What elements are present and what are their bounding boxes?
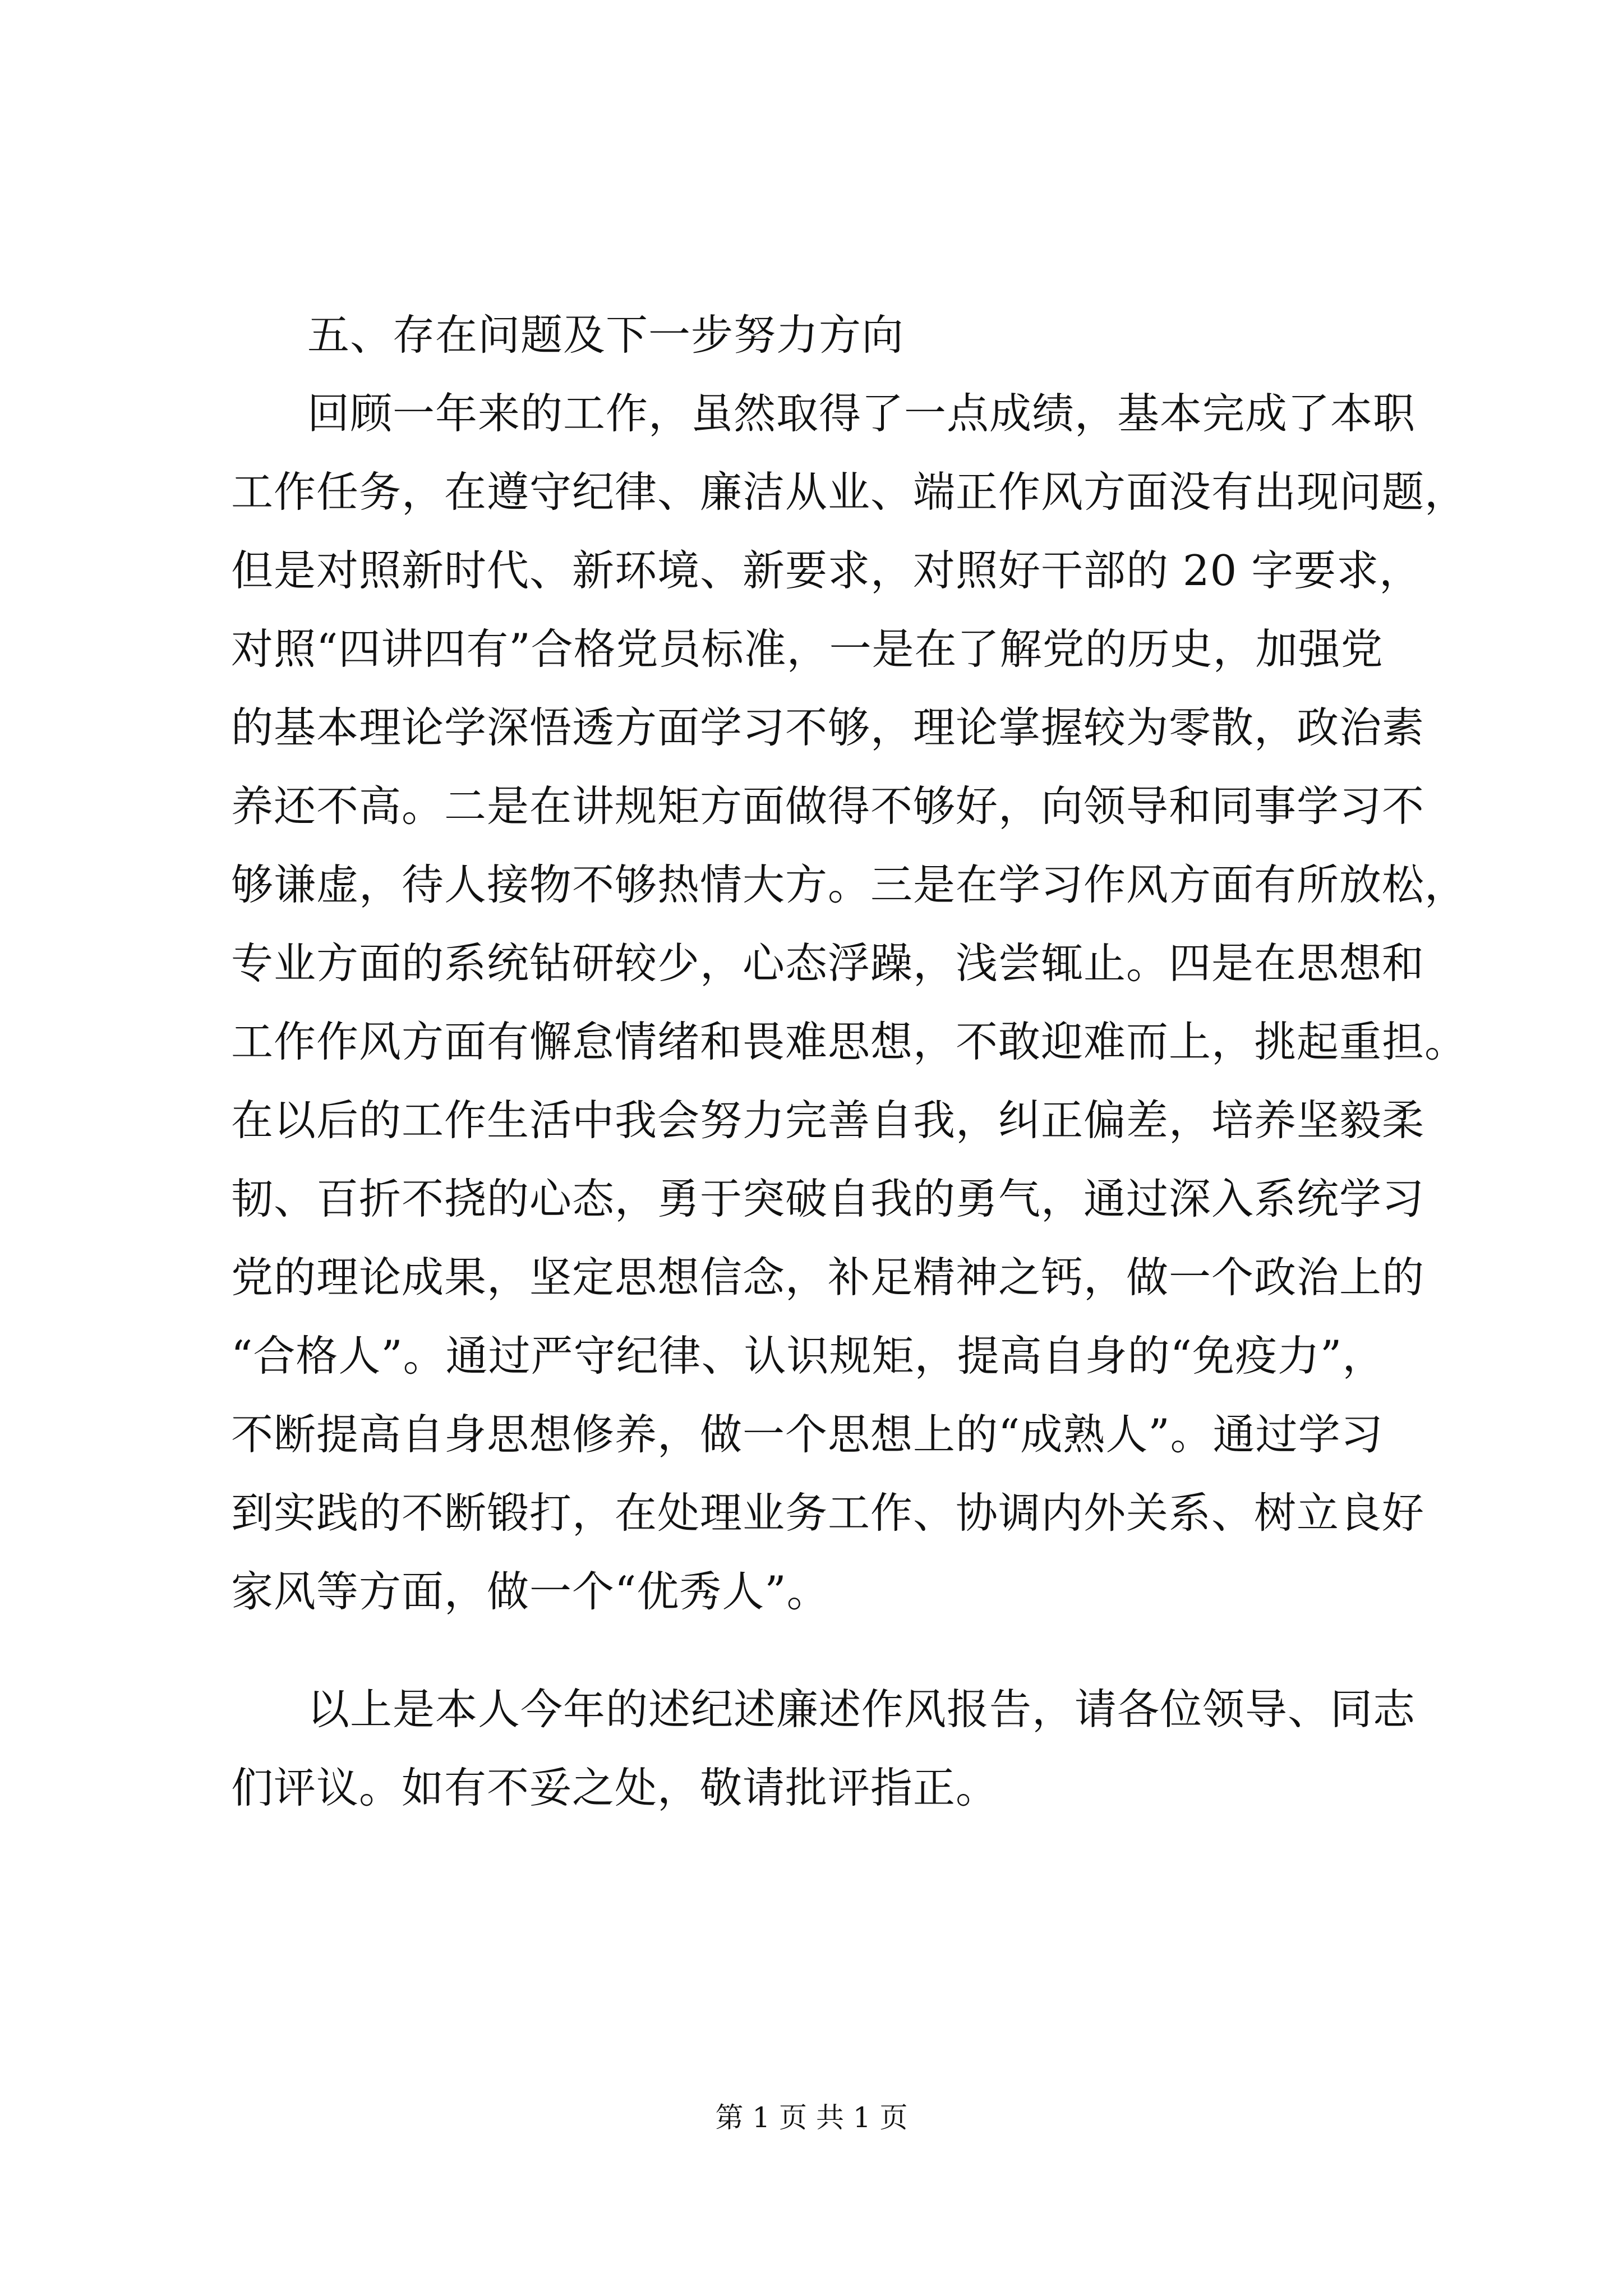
section-heading: 五、存在问题及下一步努力方向	[307, 310, 905, 360]
paragraph-line: 回顾一年来的工作，虽然取得了一点成绩，基本完成了本职	[307, 389, 1416, 438]
paragraph-line: 对照“四讲四有”合格党员标准，一是在了解党的历史，加强党	[231, 624, 1384, 674]
paragraph-line: 在以后的工作生活中我会努力完善自我，纠正偏差，培养坚毅柔	[231, 1096, 1425, 1145]
paragraph-line: 以上是本人今年的述纪述廉述作风报告，请各位领导、同志	[307, 1685, 1416, 1734]
paragraph-line: 专业方面的系统钻研较少，心态浮躁，浅尝辄止。四是在思想和	[231, 938, 1425, 988]
paragraph-line: 够谦虚，待人接物不够热情大方。三是在学习作风方面有所放松，	[231, 860, 1468, 909]
paragraph-line: 不断提高自身思想修养，做一个思想上的“成熟人”。通过学习	[231, 1410, 1384, 1459]
paragraph-line: 党的理论成果，坚定思想信念，补足精神之钙，做一个政治上的	[231, 1253, 1425, 1302]
paragraph-line: 到实践的不断锻打，在处理业务工作、协调内外关系、树立良好	[231, 1488, 1425, 1538]
paragraph-line: 们评议。如有不妥之处，敬请批评指正。	[231, 1763, 999, 1812]
paragraph-line: 韧、百折不挠的心态，勇于突破自我的勇气，通过深入系统学习	[231, 1174, 1425, 1223]
paragraph-line: 养还不高。二是在讲规矩方面做得不够好，向领导和同事学习不	[231, 781, 1425, 831]
paragraph-line: “合格人”。通过严守纪律、认识规矩，提高自身的“免疫力”，	[231, 1331, 1385, 1381]
paragraph-line: 家风等方面，做一个“优秀人”。	[231, 1567, 829, 1616]
paragraph-line: 但是对照新时代、新环境、新要求，对照好干部的 20 字要求，	[231, 546, 1422, 595]
paragraph-line: 工作作风方面有懈怠情绪和畏难思想，不敢迎难而上，挑起重担。	[231, 1017, 1468, 1066]
page-number-footer: 第 1 页 共 1 页	[715, 2101, 908, 2134]
paragraph-line: 的基本理论学深悟透方面学习不够，理论掌握较为零散，政治素	[231, 703, 1425, 752]
paragraph-line: 工作任务，在遵守纪律、廉洁从业、端正作风方面没有出现问题，	[231, 467, 1468, 517]
